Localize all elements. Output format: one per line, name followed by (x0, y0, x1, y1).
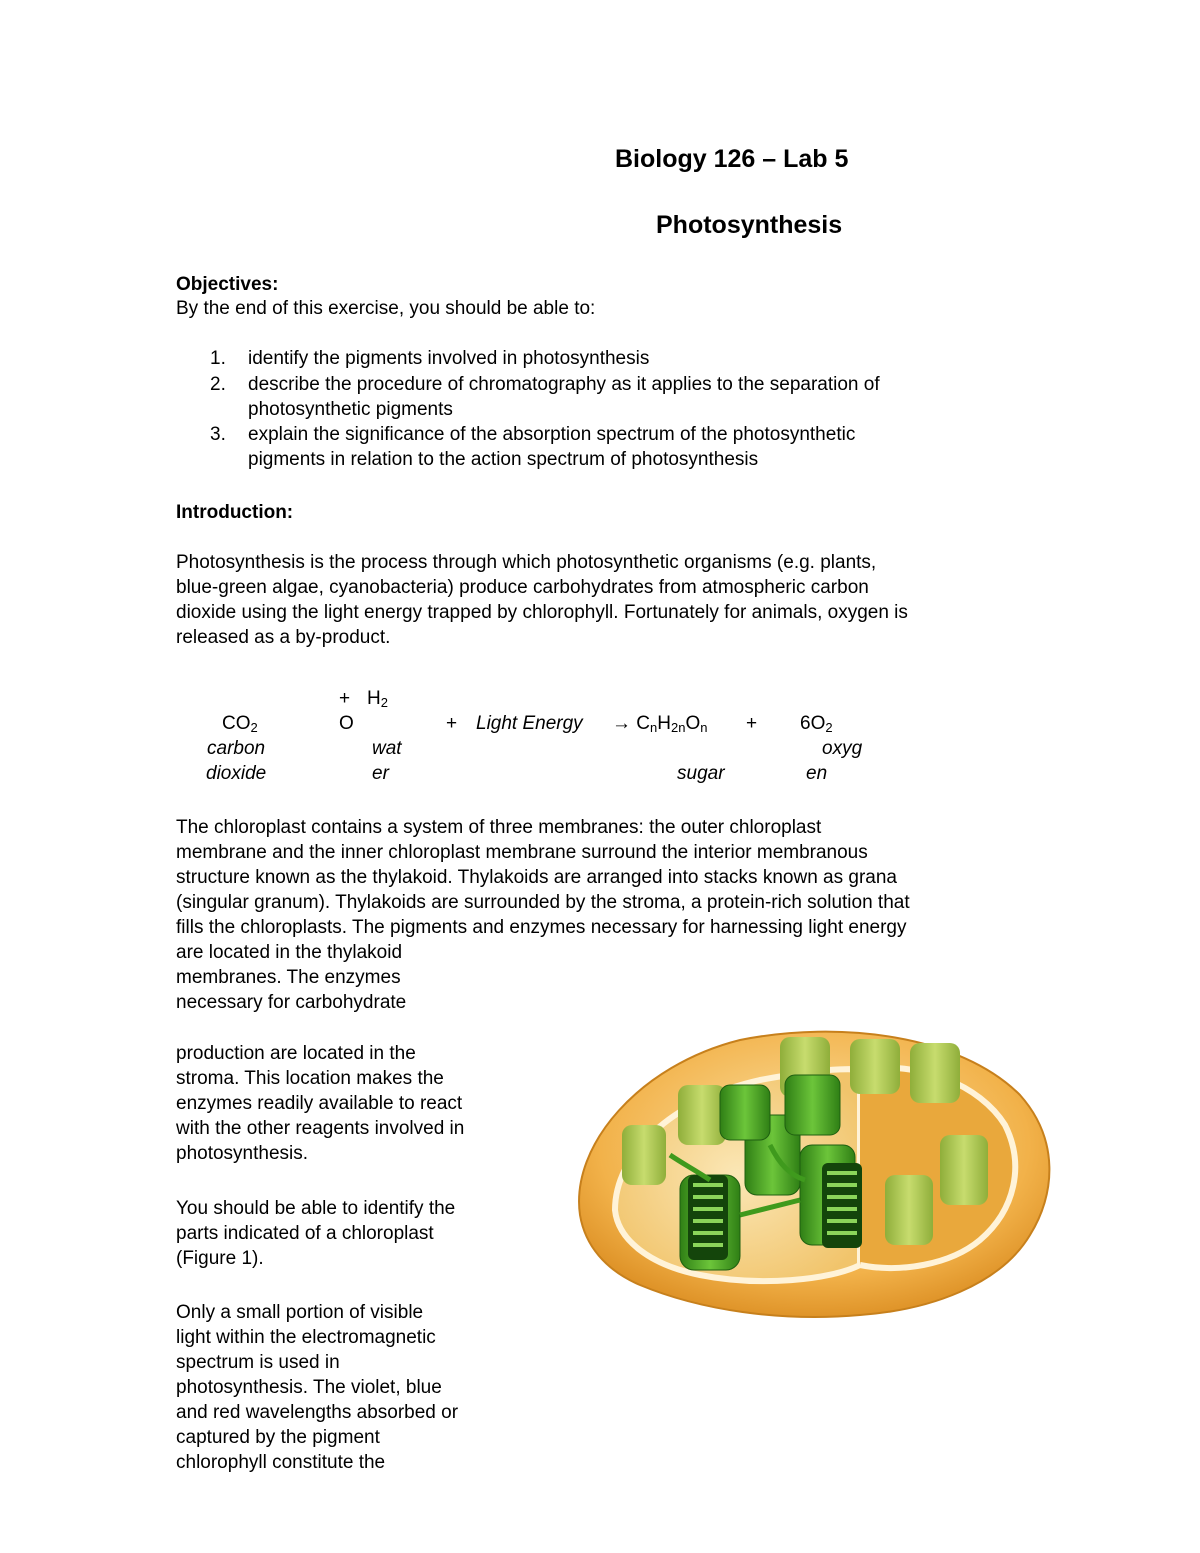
eq-oxygen: $6O_2$ (800, 713, 833, 735)
paragraph-line: are located in the thylakoid (176, 942, 403, 963)
identify-paragraph (176, 1196, 455, 1271)
paragraph-line: parts indicated of a chloroplast (176, 1223, 434, 1244)
list-item-text: describe the procedure of chromatography as it applies to the separation of (248, 374, 880, 395)
objectives-heading: Objectives: (176, 274, 279, 295)
chloroplast-figure (560, 1025, 1055, 1325)
list-number: 2. (210, 374, 226, 395)
list-number: 3. (210, 424, 226, 445)
paragraph-line: membrane and the inner chloroplast membrane surround the interior membranous (176, 842, 868, 863)
eq-sugar: → $C_nH_{2n}O_n$ (612, 713, 708, 735)
paragraph-line: fills the chloroplasts. The pigments and enzymes necessary for harnessing light energy (176, 917, 907, 938)
list-item-text: pigments in relation to the action spectrum of photosynthesis (248, 449, 759, 470)
introduction-heading: Introduction: (176, 502, 294, 523)
paragraph-line: light within the electromagnetic (176, 1327, 436, 1348)
paragraph-line: You should be able to identify the (176, 1198, 456, 1219)
paragraph-line: and red wavelengths absorbed or (176, 1402, 459, 1423)
eq-label-oxygen: en (806, 763, 828, 784)
paragraph-line: enzymes readily available to react (176, 1093, 463, 1114)
topic-title: Photosynthesis (656, 211, 843, 239)
list-item-text: photosynthetic pigments (248, 399, 453, 420)
paragraph-line: (singular granum). Thylakoids are surrounded by the stroma, a protein-rich solution that (176, 892, 910, 913)
objectives-intro: By the end of this exercise, you should be able to: (176, 298, 596, 319)
eq-plus: + (746, 713, 758, 734)
light-paragraph (176, 1300, 458, 1475)
paragraph-line: blue-green algae, cyanobacteria) produce carbohydrates from atmospheric carbon (176, 577, 869, 598)
chloroplast-illustration (560, 1025, 1055, 1325)
eq-plus: + (339, 688, 351, 709)
paragraph-line: dioxide using the light energy trapped by chlorophyll. Fortunately for animals, oxygen is (176, 602, 908, 623)
chloroplast-paragraph-continued (176, 1041, 464, 1166)
chloroplast-paragraph (176, 815, 910, 1015)
paragraph-line: (Figure 1). (176, 1248, 264, 1269)
paragraph-line: chlorophyll constitute the (176, 1452, 386, 1473)
paragraph-line: structure known as the thylakoid. Thylakoids are arranged into stacks known as grana (176, 867, 897, 888)
paragraph-line: photosynthesis. (176, 1143, 309, 1164)
list-number: 1. (210, 348, 226, 369)
paragraph-line: production are located in the (176, 1043, 416, 1064)
list-item-text: identify the pigments involved in photosynthesis (248, 348, 650, 369)
eq-label-sugar: sugar (677, 763, 725, 784)
paragraph-line: necessary for carbohydrate (176, 992, 407, 1013)
eq-light-energy: Light Energy (476, 713, 583, 734)
eq-water-o: O (339, 713, 354, 734)
eq-plus: + (446, 713, 458, 734)
paragraph-line: The chloroplast contains a system of three membranes: the outer chloroplast (176, 817, 822, 838)
eq-label-dioxide: dioxide (206, 763, 267, 784)
paragraph-line: photosynthesis. The violet, blue (176, 1377, 442, 1398)
eq-co2: $CO_2$ (222, 713, 258, 735)
eq-water-h: $H_2$ (367, 688, 388, 710)
eq-label-water: wat (372, 738, 402, 759)
eq-label-oxygen: oxyg (822, 738, 863, 759)
eq-label-carbon: carbon (207, 738, 266, 759)
paragraph-line: membranes. The enzymes (176, 967, 401, 988)
paragraph-line: stroma. This location makes the (176, 1068, 444, 1089)
eq-label-water: er (372, 763, 389, 784)
paragraph-line: with the other reagents involved in (176, 1118, 465, 1139)
paragraph-line: spectrum is used in (176, 1352, 340, 1373)
course-title: Biology 126 – Lab 5 (615, 145, 849, 173)
introduction-paragraph (176, 550, 908, 650)
list-item-text: explain the significance of the absorption spectrum of the photosynthetic (248, 424, 856, 445)
paragraph-line: released as a by-product. (176, 627, 391, 648)
paragraph-line: Only a small portion of visible (176, 1302, 424, 1323)
paragraph-line: captured by the pigment (176, 1427, 380, 1448)
paragraph-line: Photosynthesis is the process through which photosynthetic organisms (e.g. plants, (176, 552, 877, 573)
